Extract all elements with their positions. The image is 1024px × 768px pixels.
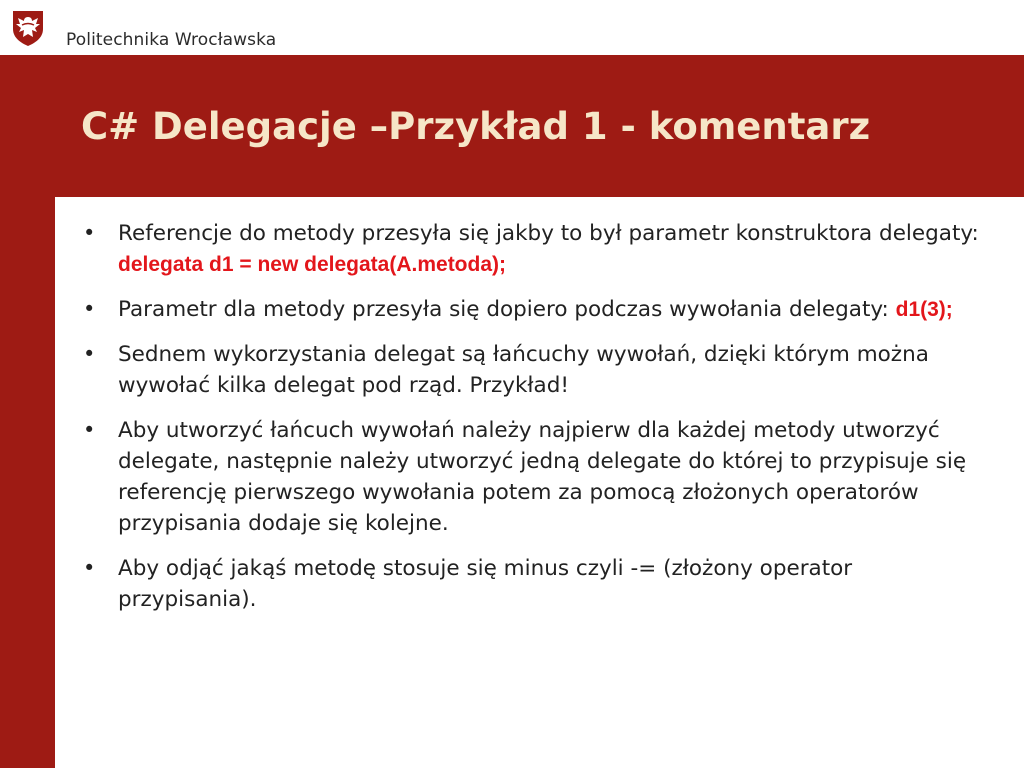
left-accent-band [0, 0, 55, 768]
slide-title: C# Delegacje –Przykład 1 - komentarz [81, 105, 871, 148]
bullet-item [80, 218, 995, 280]
bullet-list [80, 218, 995, 615]
bullet-text: Aby utworzyć łańcuch wywołań należy najpierw dla każdej metody utworzyć delegate, następnie należy utworzyć jedną delegate do której to przypisuje się referencję pierwszego wywołania potem za pomocą złożonych operatorów przypisania dodaje się kolejne. [118, 418, 967, 536]
bullet-text: Sednem wykorzystania delegat są łańcuchy wywołań, dzięki którym można wywołać kilka delegat pod rząd. Przykład! [118, 342, 929, 398]
code-snippet: delegata d1 = new delegata(A.metoda); [118, 253, 507, 276]
university-logo [0, 0, 55, 55]
code-snippet: d1(3); [895, 298, 953, 321]
bullet-item [80, 553, 995, 615]
bullet-text: Referencje do metody przesyła się jakby to był parametr konstruktora delegaty: [118, 221, 979, 246]
eagle-crest-icon [11, 9, 45, 47]
slide-content [80, 218, 995, 629]
bullet-item [80, 415, 995, 539]
bullet-item [80, 294, 995, 325]
bullet-text: Aby odjąć jakąś metodę stosuje się minus czyli -= (złożony operator przypisania). [118, 556, 853, 612]
bullet-text: Parametr dla metody przesyła się dopiero podczas wywołania delegaty: [118, 297, 896, 322]
university-name: Politechnika Wrocławska [66, 30, 277, 50]
bullet-item [80, 339, 995, 401]
title-bar [55, 55, 1024, 197]
